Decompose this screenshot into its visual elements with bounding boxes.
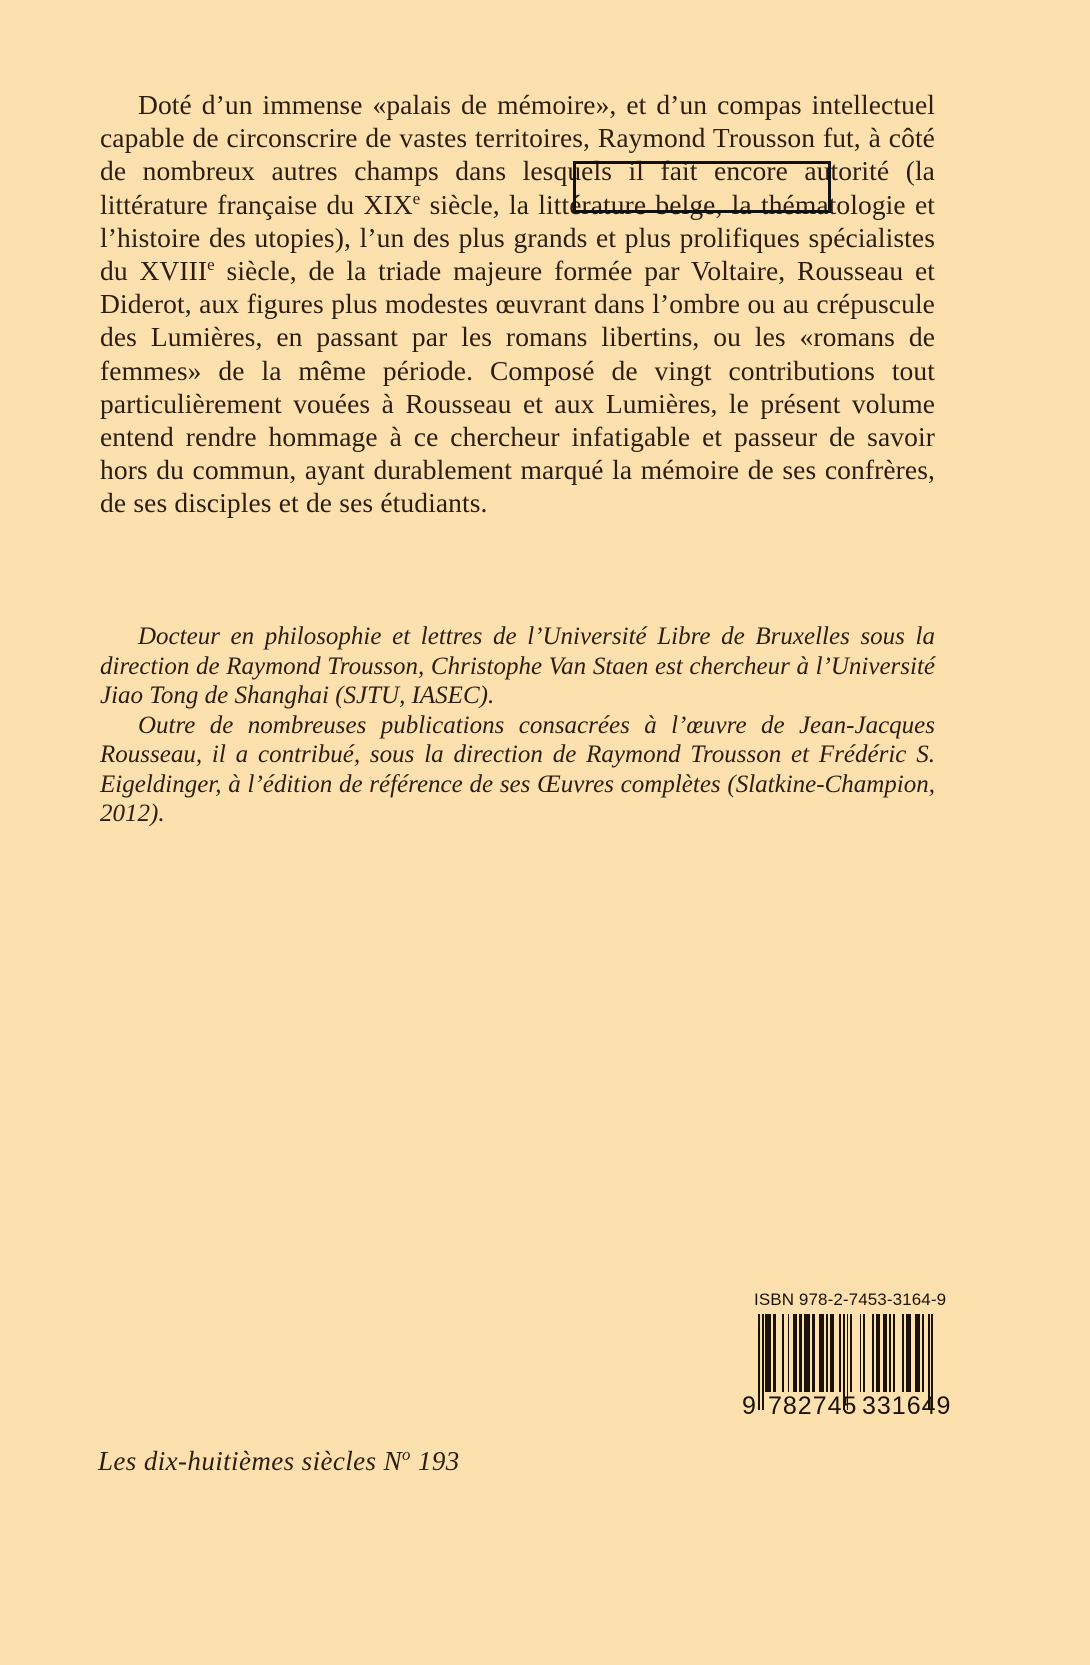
series-title: Les dix-huitièmes siècles N [98, 1446, 402, 1476]
barcode-block [742, 1290, 952, 1420]
series-number: 193 [410, 1446, 460, 1476]
blurb-paragraph [100, 88, 935, 520]
author-bio [100, 622, 935, 829]
barcode-graphic [742, 1314, 952, 1420]
isbn-text: ISBN 978-2-7453-3164-9 [754, 1290, 947, 1309]
barcode-space [852, 1314, 859, 1392]
bio-paragraph-1: Docteur en philosophie et lettres de l’Université Libre de Bruxelles sous la direction de Raymond Trousson, Christophe Van Staen est chercheur à l’Université Jiao Tong de Shanghai (SJTU, IASEC). [100, 623, 935, 709]
blurb-part-1: Doté d’un immense «palais de mémoire», et d’un compas intellectuel capable de circonscrire de vastes territoires, Raymond Trousson fut, à côté de nombreux autres champs dans lesquels il fait encore autorité (la littérature française du [100, 89, 935, 220]
century-19-ordinal: e [412, 188, 421, 208]
barcode-space [865, 1314, 872, 1392]
barcode-space [895, 1314, 902, 1392]
blurb-part-2: siècle, la littérature belge, la thématologie et l’histoire des utopies), l’un des plus grands et plus prolifiques spécialistes du [100, 188, 935, 287]
barcode-digits-left: 782745 [768, 1392, 858, 1420]
barcode-digits-right: 331649 [862, 1392, 952, 1420]
blurb-part-3: siècle, de la triade majeure formée par Voltaire, Rousseau et Diderot, aux figures plus modestes œuvrant dans l’ombre ou au crépuscule des Lumières, en passant par les romans libertins, ou les «romans de femmes» de la même période. Composé de vingt contributions tout particulièrement vouées à Rousseau et aux Lumières, le présent volume entend rendre hommage à ce chercheur infatigable et passeur de savoir hors du commun, ayant durablement marqué la mémoire de ses confrères, de ses disciples et de ses étudiants. [100, 255, 935, 519]
barcode-human-readable [742, 1392, 952, 1420]
century-18-ordinal: e [207, 254, 215, 274]
series-number-ordinal: o [402, 1445, 411, 1464]
century-18-numeral: XVIII [139, 255, 208, 287]
bio-paragraph-2: Outre de nombreuses publications consacrées à l’œuvre de Jean-Jacques Rousseau, il a contribué, sous la direction de Raymond Trousson et Frédéric S. Eigeldinger, à l’édition de référence de ses Œuvres complètes (Slatkine-Champion, 2012). [100, 711, 935, 827]
series-line [98, 1446, 460, 1477]
century-19-numeral: XIX [363, 188, 413, 220]
barcode-digit-leading: 9 [742, 1392, 757, 1420]
